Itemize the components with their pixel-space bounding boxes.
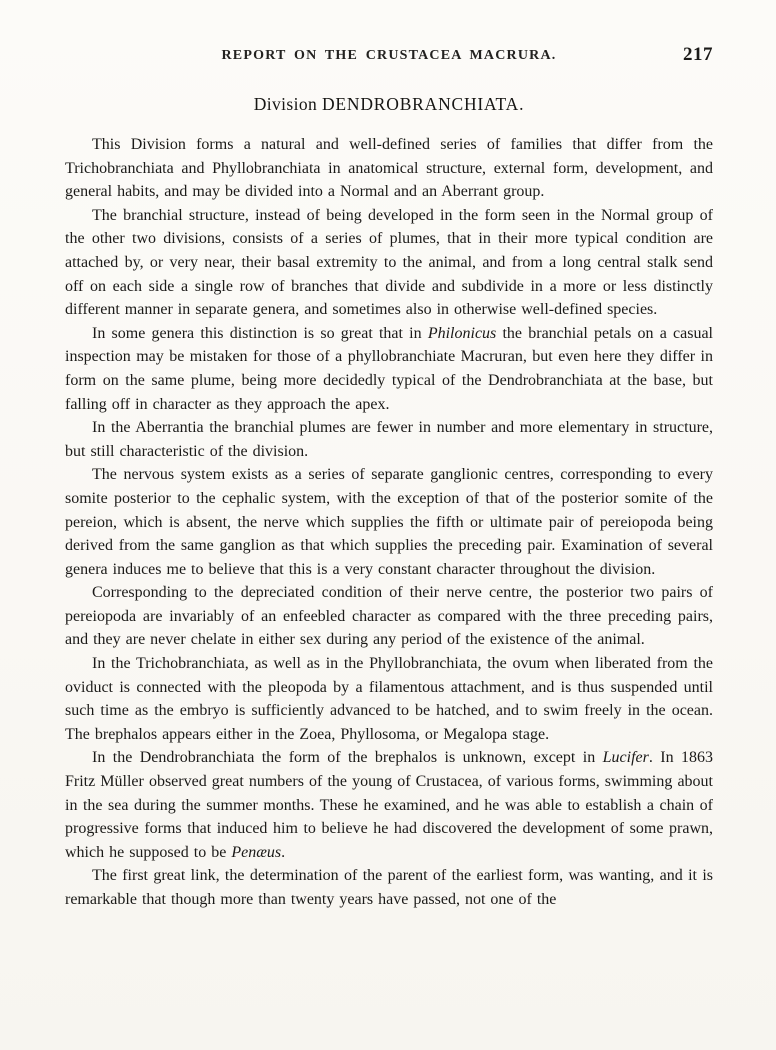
text-run: In the Dendrobranchiata the form of the brephalos is unknown, except in	[92, 749, 603, 767]
paragraph	[65, 746, 713, 864]
paragraph	[65, 322, 713, 416]
text-run: .	[281, 843, 286, 861]
text-run: The branchial structure, instead of being developed in the form seen in the Normal group of the other two divisions, consists of a series of plumes, that in their more typical condition are attached by, or very near, their basal extremity to the animal, and from a long central stalk send off on each side a single row of branches that divide and subdivide in a more or less distinctly different manner in separate genera, and sometimes also in otherwise well-defined species.	[65, 206, 713, 319]
paragraph	[65, 864, 713, 911]
text-run: In the Trichobranchiata, as well as in the Phyllobranchiata, the ovum when liberated from the oviduct is connected with the pleopoda by a filamentous attachment, and is thus suspended until such time as the embryo is sufficiently advanced to be hatched, and to swim freely in the ocean. The brephalos appears either in the Zoea, Phyllosoma, or Megalopa stage.	[65, 655, 713, 743]
text-run: . In 1863 Fritz Müller observed great numbers of the young of Crustacea, of various forms, swimming about in the sea during the summer months. These he examined, and he was able to establish a chain of progressive forms that induced him to believe he had discovered the development of some prawn, which he supposed to be	[65, 749, 714, 861]
text-run: In the Aberrantia the branchial plumes are fewer in number and more elementary in structure, but still characteristic of the division.	[65, 419, 713, 460]
page-body	[65, 133, 713, 912]
section-title-prefix: Division	[253, 94, 318, 114]
italic-text-run: Lucifer	[602, 749, 649, 767]
running-header-title: REPORT ON THE CRUSTACEA MACRURA.	[221, 48, 557, 63]
paragraph	[65, 416, 713, 463]
running-header-row	[65, 44, 713, 70]
paragraph	[65, 204, 713, 322]
text-run: the branchial petals on a casual inspection may be mistaken for those of a phyllobranchiate Macruran, but even here they differ in form on the same plume, being more decidedly typical of the Dendrobranchiata at the base, but falling off in character as they approach the apex.	[65, 324, 713, 413]
section-title	[65, 94, 713, 115]
page-number: 217	[683, 44, 713, 65]
italic-text-run: Penæus	[231, 843, 282, 861]
paragraph	[65, 463, 713, 581]
paragraph	[65, 133, 713, 204]
text-run: In some genera this distinction is so great that in	[92, 324, 428, 342]
text-run: Corresponding to the depreciated condition of their nerve centre, the posterior two pairs of pereiopoda are invariably of an enfeebled character as compared with the three preceding pairs, and they are never chelate in either sex during any period of the existence of the animal.	[65, 584, 713, 649]
text-run: The nervous system exists as a series of separate ganglionic centres, corresponding to every somite posterior to the cephalic system, with the exception of that of the posterior somite of the pereion, which is absent, the nerve which supplies the fifth or ultimate pair of pereiopoda being derived from the same ganglion as that which supplies the preceding pair. Examination of several genera induces me to believe that this is a very constant character throughout the division.	[65, 466, 713, 578]
paragraph	[65, 581, 713, 652]
text-run: The first great link, the determination of the parent of the earliest form, was wanting, and it is remarkable that though more than twenty years have passed, not one of the	[65, 867, 713, 908]
section-title-name: DENDROBRANCHIATA.	[321, 94, 525, 114]
paragraph	[65, 652, 713, 746]
text-run: This Division forms a natural and well-defined series of families that differ from the Trichobranchiata and Phyllobranchiata in anatomical structure, external form, development, and general habits, and may be divided into a Normal and an Aberrant group.	[65, 136, 713, 201]
italic-text-run: Philonicus	[427, 324, 497, 342]
